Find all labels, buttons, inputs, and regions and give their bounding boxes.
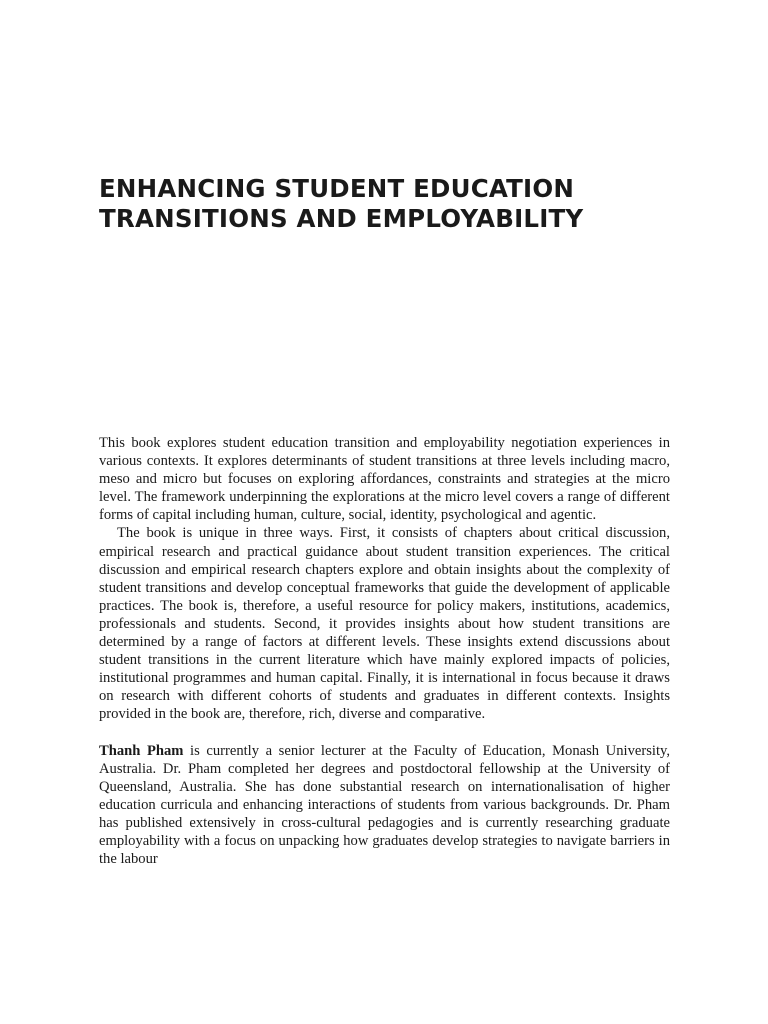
- book-title-line-2: TRANSITIONS AND EMPLOYABILITY: [99, 204, 584, 233]
- book-description: [99, 434, 670, 868]
- book-title: [99, 174, 699, 234]
- author-bio: [99, 742, 670, 869]
- description-paragraph-2: The book is unique in three ways. First, it consists of chapters about critical discussion, empirical research and practical guidance about student transition experiences. The critical discussion and empirical research chapters explore and obtain insights about the complexity of student transitions and develop conceptual frameworks that guide the development of applicable practices. The book is, therefore, a useful resource for policy makers, institutions, academics, professionals and students. Second, it provides insights about how student transitions are determined by a range of factors at different levels. These insights extend discussions about student transitions in the current literature which have mainly explored impacts of policies, institutional programmes and human capital. Finally, it is international in focus because it draws on research with different cohorts of students and graduates in different contexts. Insights provided in the book are, therefore, rich, diverse and comparative.: [99, 525, 670, 723]
- author-name: Thanh Pham: [99, 742, 184, 759]
- author-bio-text: is currently a senior lecturer at the Faculty of Education, Monash University, Australia. Dr. Pham completed her degrees and postdoctoral fellowship at the University of Queensland, Australia. She has done substantial research on internationalisation of higher education curricula and enhancing interactions of students from various backgrounds. Dr. Pham has published extensively in cross-cultural pedagogies and is currently researching graduate employability with a focus on unpacking how graduates develop strategies to navigate barriers in the labour: [99, 742, 670, 868]
- description-paragraph-1: This book explores student education transition and employability negotiation experiences in various contexts. It explores determinants of student transitions at three levels including macro, meso and micro but focuses on exploring affordances, constraints and strategies at the micro level. The framework underpinning the explorations at the micro level covers a range of different forms of capital including human, culture, social, identity, psychological and agentic.: [99, 435, 670, 524]
- book-title-line-1: ENHANCING STUDENT EDUCATION: [99, 174, 575, 203]
